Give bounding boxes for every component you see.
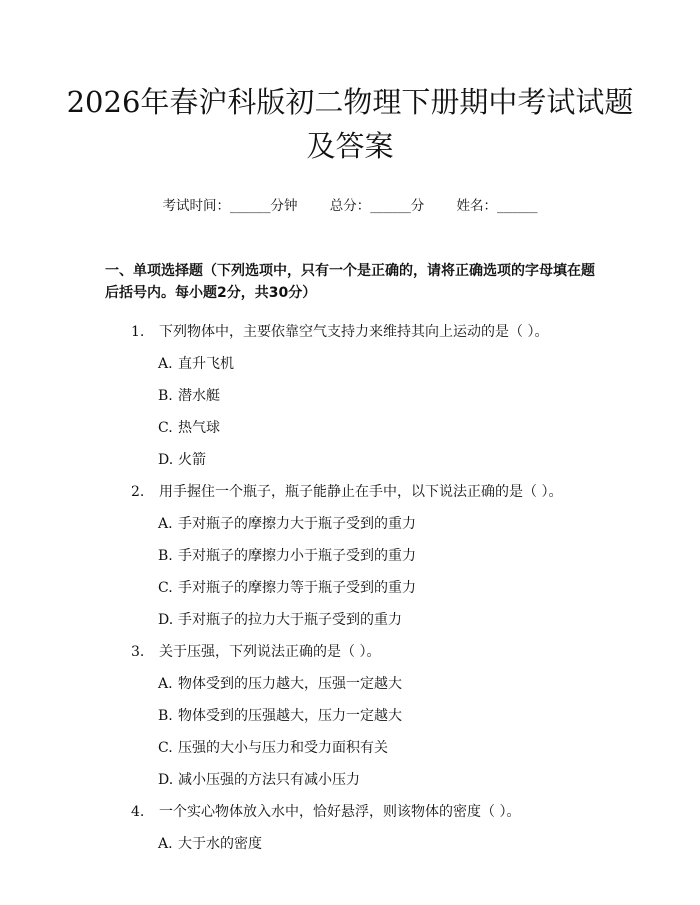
option-d	[0, 604, 700, 636]
option-text: 物体受到的压强越大，压力一定越大	[178, 708, 402, 724]
question-stem	[0, 476, 700, 508]
question-number: 4.	[131, 804, 145, 820]
question-text: 用手握住一个瓶子，瓶子能静止在手中，以下说法正确的是（ ）。	[159, 484, 563, 500]
total-score-field: 总分：______分	[329, 198, 425, 214]
exam-meta	[0, 194, 700, 214]
option-text: 手对瓶子的拉力大于瓶子受到的重力	[178, 612, 402, 628]
question-1	[0, 316, 700, 476]
option-letter: D.	[158, 452, 174, 468]
document-title	[0, 0, 700, 168]
option-text: 物体受到的压力越大，压强一定越大	[178, 676, 402, 692]
name-field: 姓名：______	[456, 198, 538, 214]
option-text: 减小压强的方法只有减小压力	[178, 772, 360, 788]
option-a	[0, 508, 700, 540]
option-letter: A.	[158, 676, 173, 692]
option-a	[0, 348, 700, 380]
option-text: 手对瓶子的摩擦力等于瓶子受到的重力	[178, 580, 416, 596]
question-stem	[0, 796, 700, 828]
option-b	[0, 380, 700, 412]
question-2	[0, 476, 700, 636]
title-line-1: 2026年春沪科版初二物理下册期中考试试题	[66, 85, 634, 119]
option-letter: B.	[158, 548, 173, 564]
option-text: 潜水艇	[178, 388, 220, 404]
question-stem	[0, 316, 700, 348]
option-letter: C.	[158, 420, 173, 436]
option-text: 手对瓶子的摩擦力小于瓶子受到的重力	[178, 548, 416, 564]
option-c	[0, 572, 700, 604]
option-text: 直升飞机	[178, 356, 234, 372]
option-a	[0, 668, 700, 700]
option-b	[0, 540, 700, 572]
question-text: 关于压强，下列说法正确的是（ ）。	[159, 644, 381, 660]
option-letter: C.	[158, 580, 173, 596]
option-letter: B.	[158, 708, 173, 724]
question-number: 2.	[131, 484, 145, 500]
question-stem	[0, 636, 700, 668]
question-list	[0, 316, 700, 860]
question-text: 下列物体中，主要依靠空气支持力来维持其向上运动的是（ ）。	[159, 324, 549, 340]
option-c	[0, 412, 700, 444]
option-d	[0, 444, 700, 476]
option-letter: A.	[158, 836, 173, 852]
option-text: 手对瓶子的摩擦力大于瓶子受到的重力	[178, 516, 416, 532]
option-a	[0, 828, 700, 860]
question-text: 一个实心物体放入水中，恰好悬浮，则该物体的密度（ ）。	[159, 804, 521, 820]
question-number: 1.	[131, 324, 145, 340]
option-text: 热气球	[178, 420, 220, 436]
option-text: 大于水的密度	[178, 836, 262, 852]
option-b	[0, 700, 700, 732]
option-c	[0, 732, 700, 764]
exam-time-field: 考试时间：______分钟	[162, 198, 298, 214]
option-letter: A.	[158, 516, 173, 532]
option-letter: A.	[158, 356, 173, 372]
option-text: 压强的大小与压力和受力面积有关	[178, 740, 388, 756]
option-letter: D.	[158, 612, 174, 628]
question-4	[0, 796, 700, 860]
section-heading: 一、单项选择题（下列选项中，只有一个是正确的，请将正确选项的字母填在题后括号内。每小题2分，共30分）	[105, 263, 595, 301]
question-3	[0, 636, 700, 796]
option-text: 火箭	[178, 452, 206, 468]
option-letter: B.	[158, 388, 173, 404]
question-number: 3.	[131, 644, 145, 660]
option-letter: D.	[158, 772, 174, 788]
option-d	[0, 764, 700, 796]
option-letter: C.	[158, 740, 173, 756]
title-line-2: 及答案	[306, 129, 394, 163]
